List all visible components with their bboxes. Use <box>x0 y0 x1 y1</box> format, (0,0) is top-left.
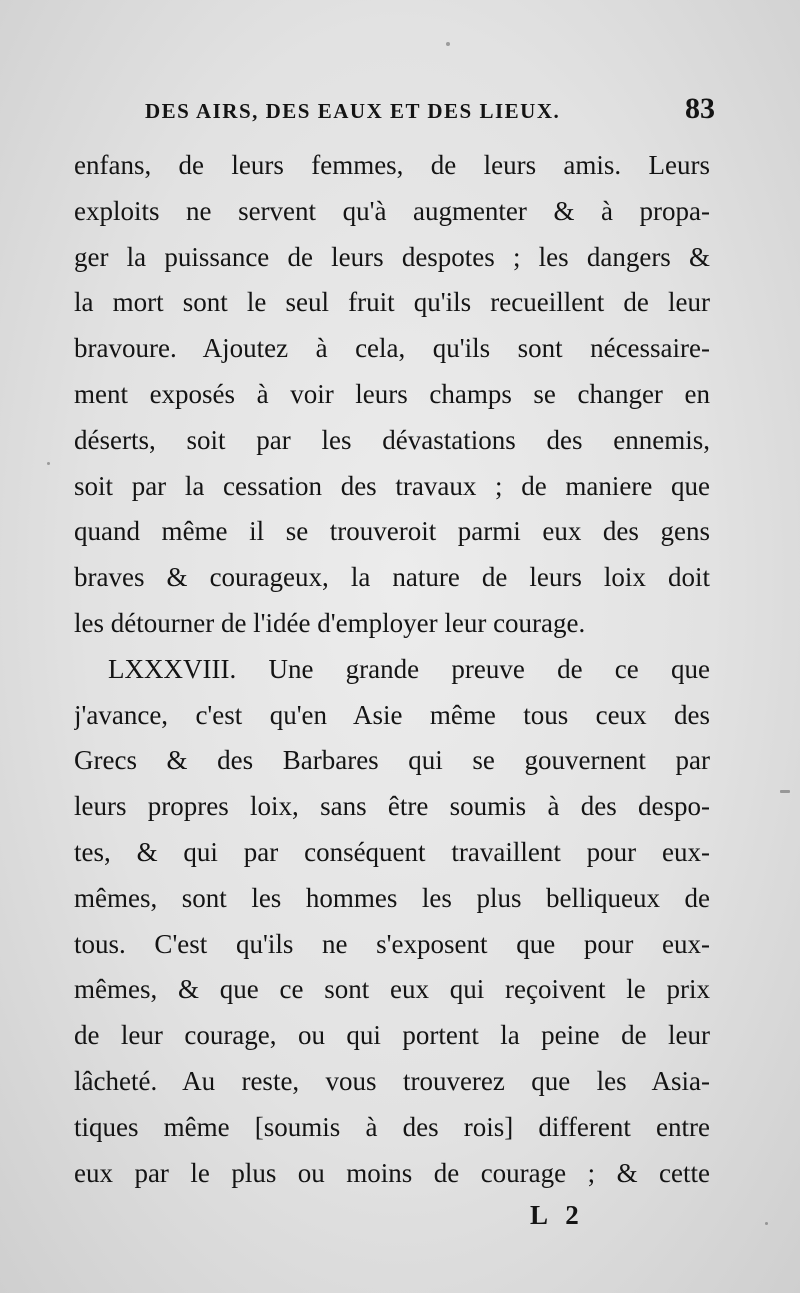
text-line: lâcheté. Au reste, vous trouverez que les Asia- <box>74 1065 710 1096</box>
text-line: mêmes, sont les hommes les plus belliqueux de <box>74 882 710 913</box>
paper-speck <box>780 790 790 793</box>
page-number: 83 <box>685 92 715 125</box>
text-line: braves & courageux, la nature de leurs loix doit <box>74 562 710 593</box>
text-line: eux par le plus ou moins de courage ; & cette <box>74 1157 710 1188</box>
text-line: ger la puissance de leurs despotes ; les dangers & <box>74 241 710 272</box>
text-line: soit par la cessation des travaux ; de maniere que <box>74 470 710 501</box>
text-line: leurs propres loix, sans être soumis à des despo- <box>74 791 710 822</box>
text-line: Grecs & des Barbares qui se gouvernent par <box>74 745 710 776</box>
text-line: quand même il se trouveroit parmi eux des gens <box>74 516 710 547</box>
text-line: ment exposés à voir leurs champs se changer en <box>74 378 710 409</box>
paper-speck <box>446 42 450 46</box>
paper-speck <box>47 462 50 465</box>
body-text <box>74 143 710 1196</box>
text-line: de leur courage, ou qui portent la peine de leur <box>74 1020 710 1051</box>
signature-mark: L 2 <box>530 1200 585 1230</box>
text-line: bravoure. Ajoutez à cela, qu'ils sont nécessaire- <box>74 333 710 364</box>
paper-speck <box>765 1222 768 1225</box>
text-line: les détourner de l'idée d'employer leur courage. <box>74 607 586 638</box>
running-head <box>145 92 715 132</box>
text-line: enfans, de leurs femmes, de leurs amis. Leurs <box>74 150 710 180</box>
text-line: tous. C'est qu'ils ne s'exposent que pour eux- <box>74 928 710 959</box>
text-line: la mort sont le seul fruit qu'ils recueillent de leur <box>74 287 710 318</box>
text-line: j'avance, c'est qu'en Asie même tous ceux des <box>74 699 710 730</box>
running-title: DES AIRS, DES EAUX ET DES LIEUX. <box>145 99 561 123</box>
text-line: tiques même [soumis à des rois] different entre <box>74 1111 710 1142</box>
paragraph-start-line: LXXXVIII. Une grande preuve de ce que <box>108 653 710 684</box>
text-line: exploits ne servent qu'à augmenter & à propa- <box>74 195 710 226</box>
text-line: déserts, soit par les dévastations des ennemis, <box>74 424 710 455</box>
text-line: mêmes, & que ce sont eux qui reçoivent le prix <box>74 974 710 1005</box>
text-line: tes, & qui par conséquent travaillent pour eux- <box>74 836 710 867</box>
